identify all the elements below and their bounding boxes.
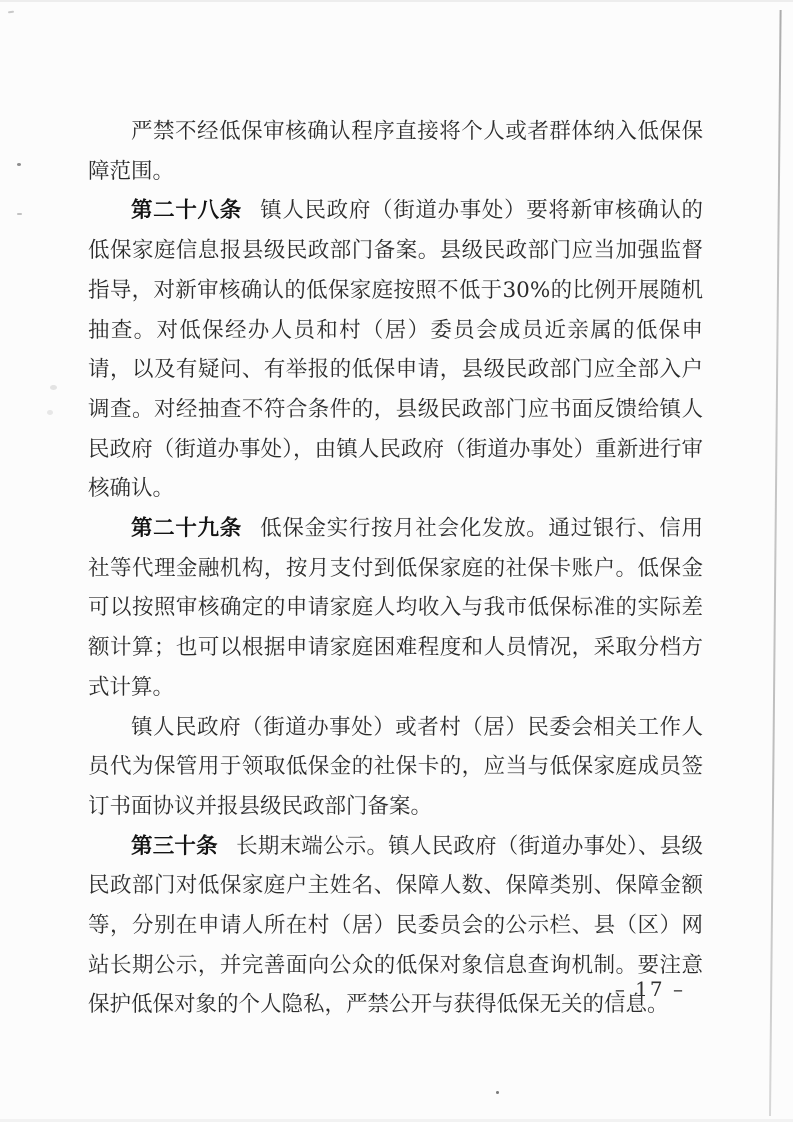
scan-speck bbox=[17, 163, 21, 166]
scan-speck bbox=[50, 385, 57, 390]
paragraph-text: 低保金实行按月社会化发放。通过银行、信用社等代理金融机构，按月支付到低保家庭的社保卡账户。低保金可以按照审核确定的申请家庭人均收入与我市低保标准的实际差额计算；也可以根据申请家庭困难程度和人员情况，采取分档方式计算。 bbox=[88, 516, 703, 700]
scan-speck bbox=[496, 1091, 499, 1094]
scan-top-edge bbox=[0, 0, 793, 2]
article-number: 第三十条 bbox=[131, 833, 218, 859]
page-number: – 17 – bbox=[614, 977, 685, 1001]
paragraph-text: 镇人民政府（街道办事处）或者村（居）民委会相关工作人员代为保管用于领取低保金的社保卡的，应当与低保家庭成员签订书面协议并报县级民政部门备案。 bbox=[88, 714, 703, 819]
scan-speck bbox=[17, 213, 22, 215]
scan-speck bbox=[47, 410, 53, 415]
paragraph bbox=[88, 708, 703, 827]
scan-speck bbox=[8, 11, 14, 14]
paragraph bbox=[88, 191, 703, 509]
paragraph-text: 长期末端公示。镇人民政府（街道办事处）、县级民政部门对低保家庭户主姓名、保障人数、保障类别、保障金额等，分别在申请人所在村（居）民委员会的公示栏、县（区）网站长期公示，并完善面向公众的低保对象信息查询机制。要注意保护低保对象的个人隐私，严禁公开与获得低保无关的信息。 bbox=[88, 833, 703, 1018]
paragraph-text: 严禁不经低保审核确认程序直接将个人或者群体纳入低保保障范围。 bbox=[88, 119, 703, 184]
article-number: 第二十八条 bbox=[131, 198, 242, 224]
paragraph bbox=[88, 112, 703, 191]
paragraph bbox=[88, 827, 703, 1026]
article-number: 第二十九条 bbox=[131, 516, 242, 542]
document-body bbox=[88, 112, 703, 1025]
paragraph-text: 镇人民政府（街道办事处）要将新审核确认的低保家庭信息报县级民政部门备案。县级民政部门应当加强监督指导，对新审核确认的低保家庭按照不低于30%的比例开展随机抽查。对低保经办人员和村（居）委员会成员近亲属的低保申请，以及有疑问、有举报的低保申请，县级民政部门应全部入户调查。对经抽查不符合条件的，县级民政部门应书面反馈给镇人民政府（街道办事处），由镇人民政府（街道办事处）重新进行审核确认。 bbox=[88, 198, 703, 502]
paragraph bbox=[88, 509, 703, 708]
scan-edge-line bbox=[769, 10, 782, 1116]
